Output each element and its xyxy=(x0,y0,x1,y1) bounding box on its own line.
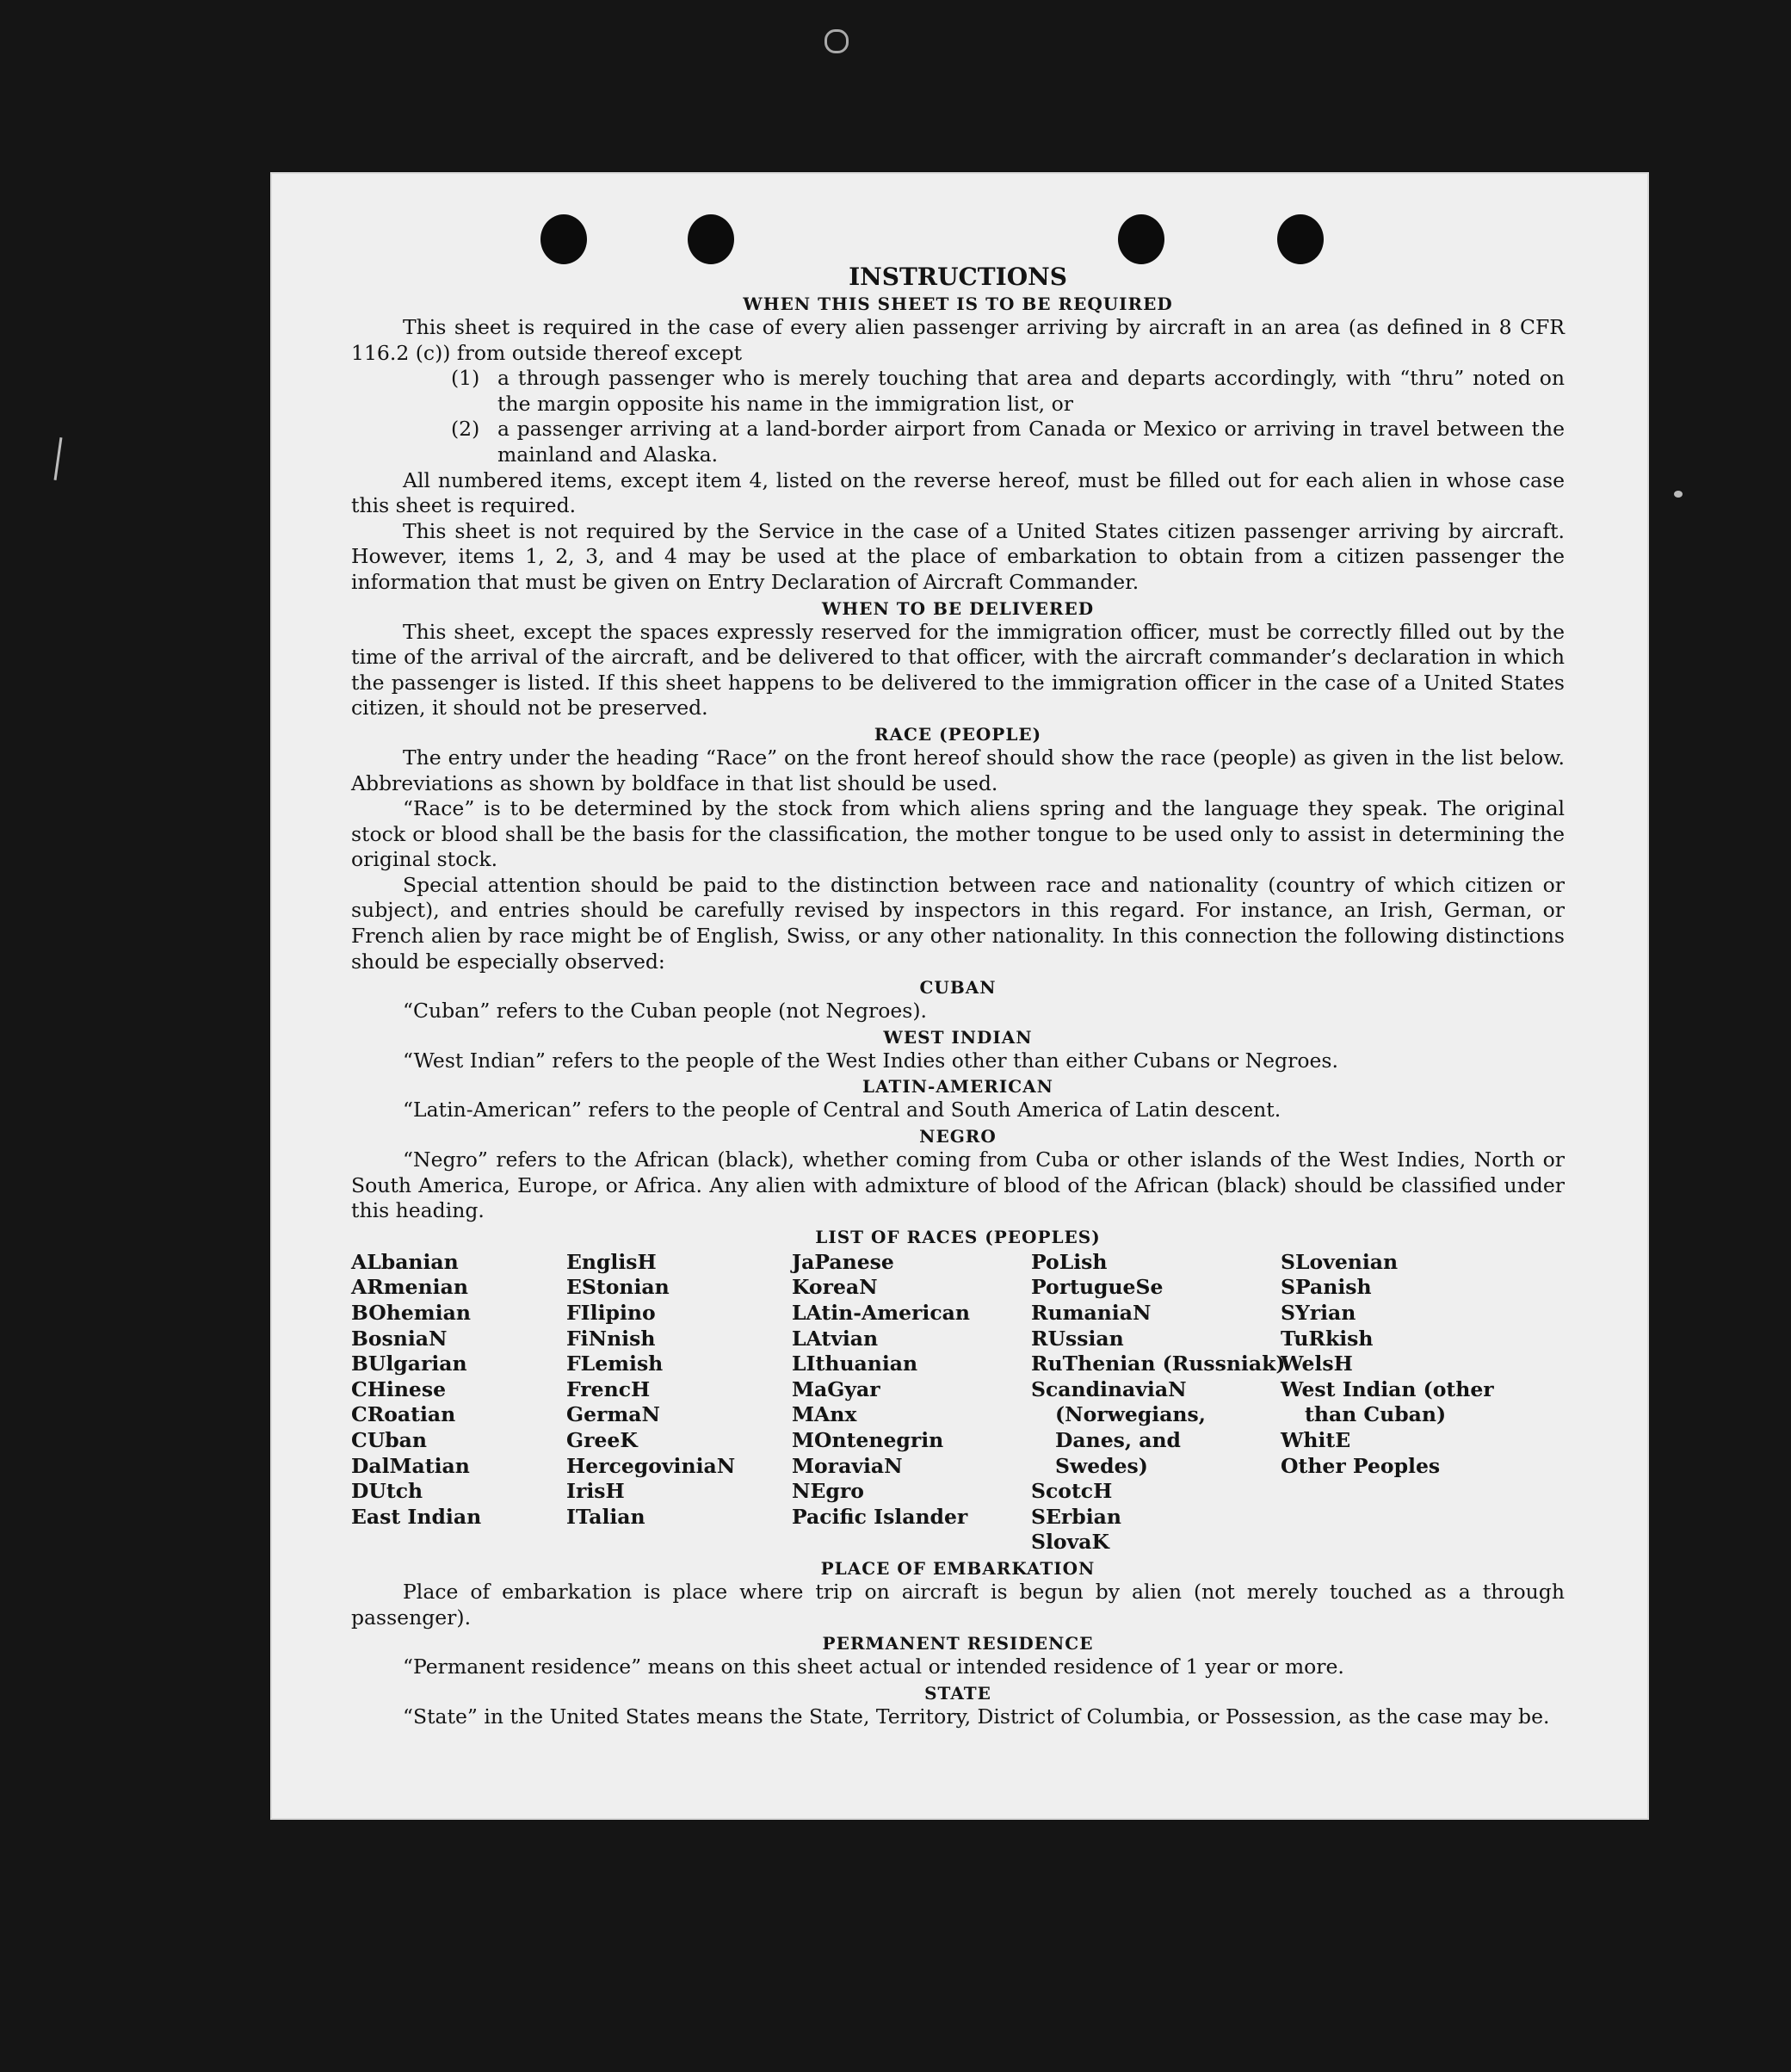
required-intro: This sheet is required in the case of every alien passenger arriving by aircraft in an area (as defined in 8 CFR 116.2 (c)) from outside thereof except xyxy=(351,315,1565,365)
race-item: CRoatian xyxy=(351,1402,456,1427)
race-item: CUban xyxy=(351,1427,427,1452)
residence-paragraph: “Permanent residence” means on this sheet actual or intended residence of 1 year or more. xyxy=(403,1655,1344,1679)
page-title: INSTRUCTIONS xyxy=(849,263,1067,291)
race-item: RUssian xyxy=(1031,1326,1124,1351)
race-item: EStonian xyxy=(566,1275,670,1300)
races-column xyxy=(1281,1250,1539,1556)
race-item: East Indian xyxy=(351,1504,482,1529)
race-item: BUlgarian xyxy=(351,1351,467,1376)
race-item: LAtvian xyxy=(792,1326,879,1351)
race-item: IrisH xyxy=(566,1479,625,1504)
races-column xyxy=(351,1250,566,1556)
race-item: SlovaK xyxy=(1031,1530,1109,1555)
race-item: FLemish xyxy=(566,1351,664,1376)
punch-hole xyxy=(540,214,587,264)
race-item: ScandinaviaN (Norwegians, Danes, and Swedes) xyxy=(1031,1376,1206,1478)
section-heading-list-of-races: LIST OF RACES (PEOPLES) xyxy=(815,1226,1101,1247)
race-item: TuRkish xyxy=(1281,1326,1374,1351)
numbered-items-paragraph: All numbered items, except item 4, listed on the reverse hereof, must be filled out for each alien in whose case this sheet is required. xyxy=(351,467,1565,518)
exception-text: a through passenger who is merely touching that area and departs accordingly, with “thru” noted on the margin opposite his name in the immigration list, or xyxy=(497,366,1565,416)
races-column xyxy=(792,1250,1031,1556)
race-item: KoreaN xyxy=(792,1275,878,1300)
latin-american-definition: “Latin-American” refers to the people of Central and South America of Latin descent. xyxy=(403,1098,1281,1123)
scan-dot xyxy=(1674,491,1683,498)
state-paragraph: “State” in the United States means the State, Territory, District of Columbia, or Possession, as the case may be. xyxy=(403,1704,1550,1729)
section-heading-state: STATE xyxy=(924,1682,991,1704)
race-item: ARmenian xyxy=(351,1275,468,1300)
race-item: RuThenian (Russniak) xyxy=(1031,1351,1286,1376)
race-item: JaPanese xyxy=(792,1249,894,1274)
cuban-definition: “Cuban” refers to the Cuban people (not Negroes). xyxy=(403,999,928,1024)
race-item: LIthuanian xyxy=(792,1351,918,1376)
race-item: WhitE xyxy=(1281,1427,1351,1452)
race-item: GermaN xyxy=(566,1402,660,1427)
race-item: FiNnish xyxy=(566,1326,656,1351)
citizen-paragraph: This sheet is not required by the Service in the case of a United States citizen passenger arriving by aircraft. However, items 1, 2, 3, and 4 may be used at the place of embarkation to obtain from a citizen passenger the information that must be given on Entry Declaration of Aircraft Commander. xyxy=(351,518,1565,594)
section-heading-embarkation: PLACE OF EMBARKATION xyxy=(820,1557,1096,1579)
instructions-text xyxy=(351,260,1565,1729)
section-heading-latin-american: LATIN-AMERICAN xyxy=(862,1076,1053,1098)
race-item: ITalian xyxy=(566,1504,645,1529)
embarkation-paragraph: Place of embarkation is place where trip on aircraft is begun by alien (not merely touched as a through passenger). xyxy=(351,1579,1565,1630)
race-item: CHinese xyxy=(351,1376,447,1401)
race-item: WelsH xyxy=(1281,1351,1353,1376)
punch-hole xyxy=(688,214,734,264)
race-item: NEgro xyxy=(792,1479,864,1504)
section-heading-residence: PERMANENT RESIDENCE xyxy=(822,1633,1094,1655)
race-item: Pacific Islander xyxy=(792,1504,968,1529)
section-heading-cuban: CUBAN xyxy=(919,977,997,999)
race-item: PoLish xyxy=(1031,1249,1108,1274)
race-item: DalMatian xyxy=(351,1453,470,1478)
races-column xyxy=(1031,1249,1286,1556)
race-item: BOhemian xyxy=(351,1301,471,1325)
section-heading-negro: NEGRO xyxy=(919,1126,997,1147)
race-item: LAtin-American xyxy=(792,1301,970,1325)
race-item: BosniaN xyxy=(351,1326,448,1351)
race-item: Other Peoples xyxy=(1281,1453,1441,1478)
scan-scratch xyxy=(54,437,63,480)
race-item: MAnx xyxy=(792,1402,857,1427)
delivered-paragraph: This sheet, except the spaces expressly reserved for the immigration officer, must be correctly filled out by the time of the arrival of the aircraft, and be delivered to that officer, with the aircraft commander’s declaration in which the passenger is listed. If this sheet happens to be delivered to the immigration officer in the case of a United States citizen, it should not be preserved. xyxy=(351,619,1565,721)
race-item: FrencH xyxy=(566,1376,651,1401)
section-heading-delivered: WHEN TO BE DELIVERED xyxy=(821,597,1095,619)
race-item: SYrian xyxy=(1281,1301,1356,1325)
section-heading-required: WHEN THIS SHEET IS TO BE REQUIRED xyxy=(743,294,1173,314)
document-sheet xyxy=(272,174,1647,1818)
race-item: EnglisH xyxy=(566,1249,657,1274)
race-item: SPanish xyxy=(1281,1275,1372,1300)
race-paragraph: “Race” is to be determined by the stock from which aliens spring and the language they speak. The original stock or blood shall be the basis for the classification, the mother tongue to be used only to assist in determining the original stock. xyxy=(351,796,1565,872)
exception-number: (1) xyxy=(451,366,480,391)
race-item: SLovenian xyxy=(1281,1249,1399,1274)
punch-hole xyxy=(1277,214,1324,264)
exception-item xyxy=(451,366,1565,417)
race-item: PortugueSe xyxy=(1031,1275,1164,1300)
race-paragraph: Special attention should be paid to the distinction between race and nationality (country of which citizen or subject), and entries should be carefully revised by inspectors in this regard. For instance, an Irish, German, or French alien by race might be of English, Swiss, or any other nationality. In this connection the following distinctions should be especially observed: xyxy=(351,872,1565,974)
races-list xyxy=(351,1250,1565,1556)
race-item: SErbian xyxy=(1031,1504,1121,1529)
exception-text: a passenger arriving at a land-border airport from Canada or Mexico or arriving in travel between the mainland and Alaska. xyxy=(497,417,1565,467)
race-item: West Indian (other than Cuban) xyxy=(1281,1376,1494,1427)
exception-number: (2) xyxy=(451,417,480,442)
races-column xyxy=(566,1250,792,1556)
race-item: DUtch xyxy=(351,1479,423,1504)
section-heading-race: RACE (PEOPLE) xyxy=(874,723,1042,745)
punch-hole xyxy=(1118,214,1164,264)
exception-item xyxy=(451,417,1565,467)
race-item: MOntenegrin xyxy=(792,1427,944,1452)
west-indian-definition: “West Indian” refers to the people of the West Indies other than either Cubans or Negroes. xyxy=(403,1048,1338,1073)
scan-speck xyxy=(824,29,849,53)
race-item: MoraviaN xyxy=(792,1453,903,1478)
race-item: MaGyar xyxy=(792,1376,880,1401)
negro-definition: “Negro” refers to the African (black), whether coming from Cuba or other islands of the West Indies, North or South America, Europe, or Africa. Any alien with admixture of blood of the African (black) should be classified under this heading. xyxy=(351,1147,1565,1223)
race-item: FIlipino xyxy=(566,1301,656,1325)
section-heading-west-indian: WEST INDIAN xyxy=(883,1026,1033,1048)
race-item: GreeK xyxy=(566,1427,638,1452)
race-item: ScotcH xyxy=(1031,1479,1113,1504)
race-paragraph: The entry under the heading “Race” on the front hereof should show the race (people) as given in the list below. Abbreviations as shown by boldface in that list should be used. xyxy=(351,745,1565,795)
race-item: HercegoviniaN xyxy=(566,1453,736,1478)
race-item: RumaniaN xyxy=(1031,1301,1152,1325)
race-item: ALbanian xyxy=(351,1249,459,1274)
